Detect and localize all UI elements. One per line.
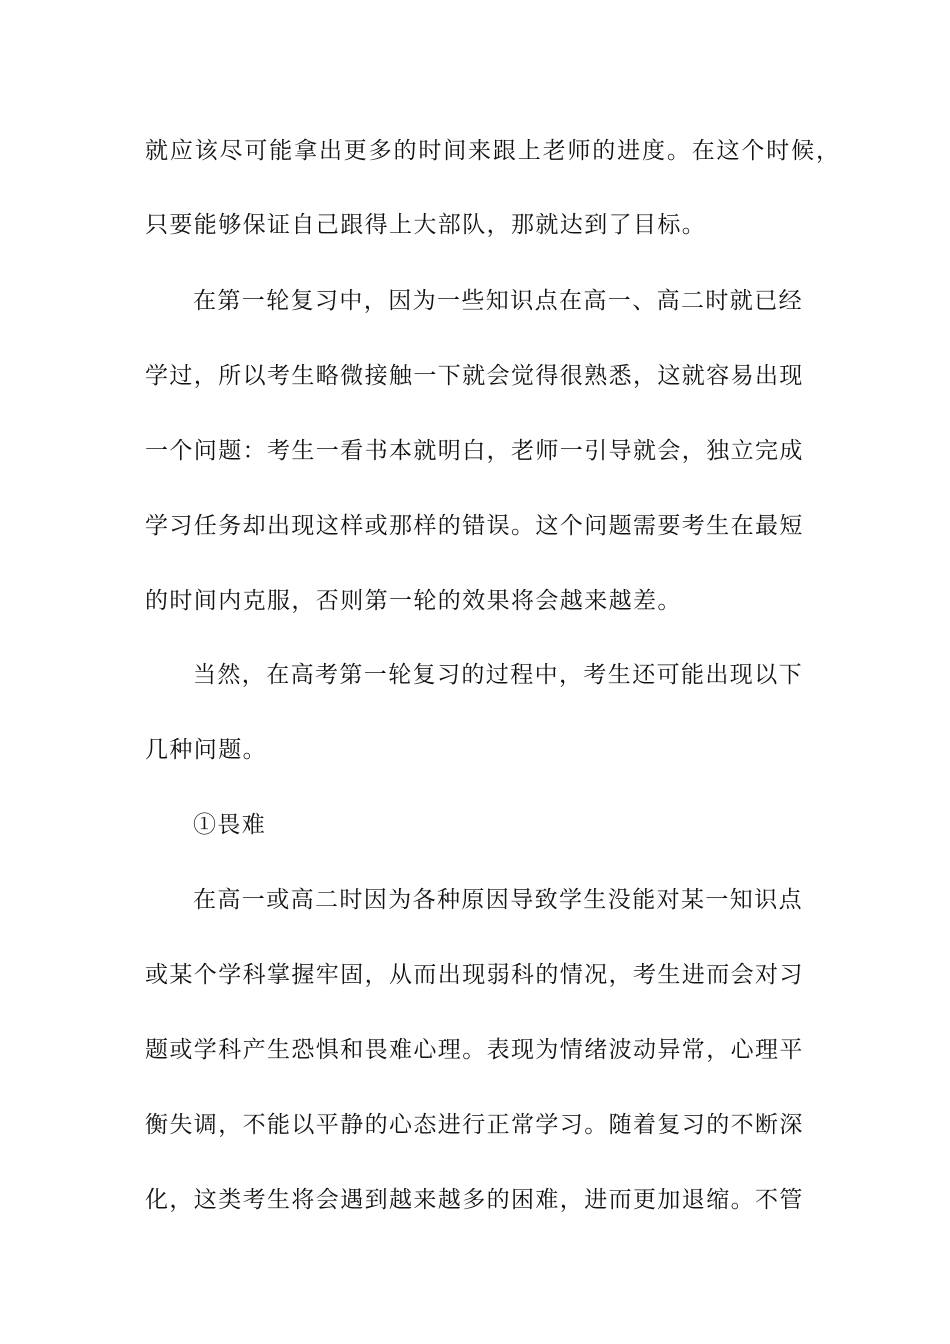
text-line-1: 就应该尽可能拿出更多的时间来跟上老师的进度。在这个时候， <box>145 138 841 164</box>
text-line-5: 一个问题：考生一看书本就明白，老师一引导就会，独立完成 <box>145 438 804 464</box>
text-line-14: 衡失调，不能以平静的心态进行正常学习。随着复习的不断深 <box>145 1112 804 1138</box>
text-line-7: 的时间内克服，否则第一轮的效果将会越来越差。 <box>145 588 682 614</box>
paragraph-start-line: 在第一轮复习中，因为一些知识点在高一、高二时就已经 <box>193 288 803 314</box>
text-line-13: 题或学科产生恐惧和畏难心理。表现为情绪波动异常，心理平 <box>145 1037 804 1063</box>
text-line-9: 几种问题。 <box>145 737 267 763</box>
text-line-4: 学过，所以考生略微接触一下就会觉得很熟悉，这就容易出现 <box>145 363 804 389</box>
text-line-12: 或某个学科掌握牢固，从而出现弱科的情况，考生进而会对习 <box>145 962 804 988</box>
text-line-15: 化，这类考生将会遇到越来越多的困难，进而更加退缩。不管 <box>145 1187 804 1213</box>
text-line-2: 只要能够保证自己跟得上大部队，那就达到了目标。 <box>145 212 707 238</box>
section-heading: ①畏难 <box>193 812 267 838</box>
text-line-6: 学习任务却出现这样或那样的错误。这个问题需要考生在最短 <box>145 513 804 539</box>
paragraph-start-line: 当然，在高考第一轮复习的过程中，考生还可能出现以下 <box>193 662 803 688</box>
paragraph-start-line: 在高一或高二时因为各种原因导致学生没能对某一知识点 <box>193 887 803 913</box>
